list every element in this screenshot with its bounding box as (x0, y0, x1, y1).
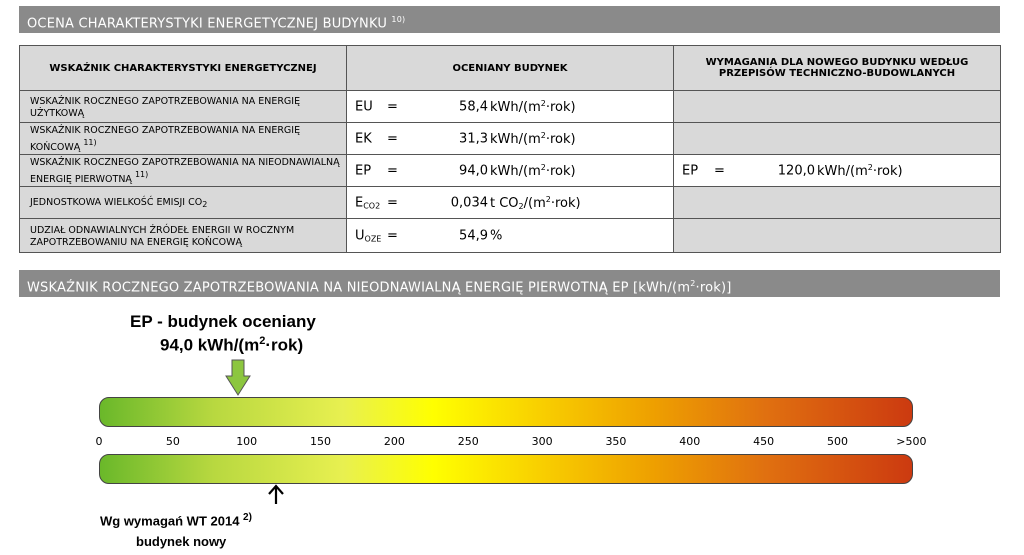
scale-tick-label: 350 (605, 435, 627, 448)
symbol: $E_{CO2}$ (355, 195, 381, 210)
requirement-sublabel: budynek nowy (136, 534, 227, 549)
rated-value-cell (347, 155, 674, 187)
equals: = (387, 228, 398, 243)
symbol: EK (355, 131, 372, 146)
row-label: UDZIAŁ ODNAWIALNYCH ŹRÓDEŁ ENERGII W ROCZNYM ZAPOTRZEBOWANIU NA ENERGIĘ KOŃCOWĄ (20, 219, 347, 253)
scale-tick-label: 0 (95, 435, 103, 448)
symbol: EP (355, 163, 372, 178)
rated-building-value: 94,0 kWh/$(m^2\cdot rok)$ (160, 335, 304, 355)
requirement-label: Wg wymagań WT 2014 $^{2)}$ (100, 512, 252, 529)
row-note: 11) (134, 170, 149, 179)
row-label: JEDNOSTKOWA WIELKOŚĆ EMISJI $CO_2$ (20, 187, 347, 219)
rated-value-cell (347, 123, 674, 155)
table-row-ek (20, 123, 1001, 155)
value: 31,3 (459, 131, 488, 146)
unit: kWh/$(m^2\cdot rok)$ (490, 162, 576, 179)
value: 0,034 (450, 195, 488, 210)
rated-value-cell (347, 91, 674, 123)
table-row-uoze (20, 219, 1001, 253)
table-row-eu (20, 91, 1001, 123)
unit: kWh/$(m^2\cdot rok)$ (490, 130, 576, 147)
section-header-energy-rating (19, 6, 1000, 33)
section-title-note: 10) (391, 15, 406, 24)
unit: kWh/$(m^2\cdot rok)$ (490, 98, 576, 115)
scale-tick-label: 400 (679, 435, 701, 448)
scale-tick-label: >500 (896, 435, 927, 448)
scale-tick-label: 100 (236, 435, 258, 448)
energy-indicators-table (19, 45, 1001, 253)
equals: = (714, 163, 725, 178)
symbol: EU (355, 99, 373, 114)
scale-tick-label: 450 (753, 435, 775, 448)
section-title: OCENA CHARAKTERYSTYKI ENERGETYCZNEJ BUDYNKU (27, 16, 388, 32)
equals: = (387, 131, 398, 146)
scale-tick-label: 50 (165, 435, 180, 448)
table-row-ep (20, 155, 1001, 187)
rated-building-arrow-icon (238, 360, 239, 361)
unit: % (490, 228, 503, 243)
rated-value-cell (347, 187, 674, 219)
equals: = (387, 163, 398, 178)
scale-tick-label: 200 (383, 435, 405, 448)
row-note: 11) (83, 138, 97, 147)
row-label: WSKAŹNIK ROCZNEGO ZAPOTRZEBOWANIA NA ENERGIĘ UŻYTKOWĄ (20, 91, 347, 123)
header-rated-building: OCENIANY BUDYNEK (347, 46, 674, 91)
equals: = (387, 195, 398, 210)
scale-tick-label: 250 (457, 435, 479, 448)
requirement-arrow-icon (276, 486, 277, 487)
table-header-row (20, 46, 1001, 91)
ep-scale-bar-rated (99, 397, 913, 427)
ep-scale-bar-requirement (99, 454, 913, 484)
requirement-cell-empty (674, 219, 1001, 253)
scale-tick-label: 300 (531, 435, 553, 448)
section-header-ep-scale: WSKAŹNIK ROCZNEGO ZAPOTRZEBOWANIA NA NIEODNAWIALNĄ ENERGIĘ PIERWOTNĄ EP $[kWh/(m^2\cdot rok)]$ (19, 270, 1000, 297)
equals: = (387, 99, 398, 114)
unit: kWh/$(m^2\cdot rok)$ (817, 162, 903, 179)
requirement-cell-empty (674, 123, 1001, 155)
rated-value-cell (347, 219, 674, 253)
row-label: WSKAŹNIK ROCZNEGO ZAPOTRZEBOWANIA NA NIEODNAWIALNĄ ENERGIĘ PIERWOTNĄ $^{11)}$ (20, 155, 347, 187)
row-label: WSKAŹNIK ROCZNEGO ZAPOTRZEBOWANIA NA ENERGIĘ KOŃCOWĄ $^{11)}$ (20, 123, 347, 155)
table-row-eco2 (20, 187, 1001, 219)
value: 120,0 (777, 163, 815, 178)
value: 94,0 (459, 163, 488, 178)
header-indicator: WSKAŹNIK CHARAKTERYSTYKI ENERGETYCZNEJ (20, 46, 347, 91)
requirement-cell-empty (674, 91, 1001, 123)
header-requirements: WYMAGANIA DLA NOWEGO BUDYNKU WEDŁUG PRZEPISÓW TECHNICZNO-BUDOWLANYCH (674, 46, 1001, 91)
symbol: $U_{OZE}$ (355, 228, 382, 243)
scale-tick-label: 500 (827, 435, 848, 448)
requirement-cell-empty (674, 187, 1001, 219)
value: 54,9 (459, 228, 488, 243)
unit: t $CO_2/(m^2\cdot rok)$ (490, 194, 581, 211)
requirement-value-cell (674, 155, 1001, 187)
scale-tick-label: 150 (310, 435, 332, 448)
symbol: EP (682, 163, 699, 178)
value: 58,4 (459, 99, 488, 114)
rated-building-label: EP - budynek oceniany (130, 312, 316, 331)
